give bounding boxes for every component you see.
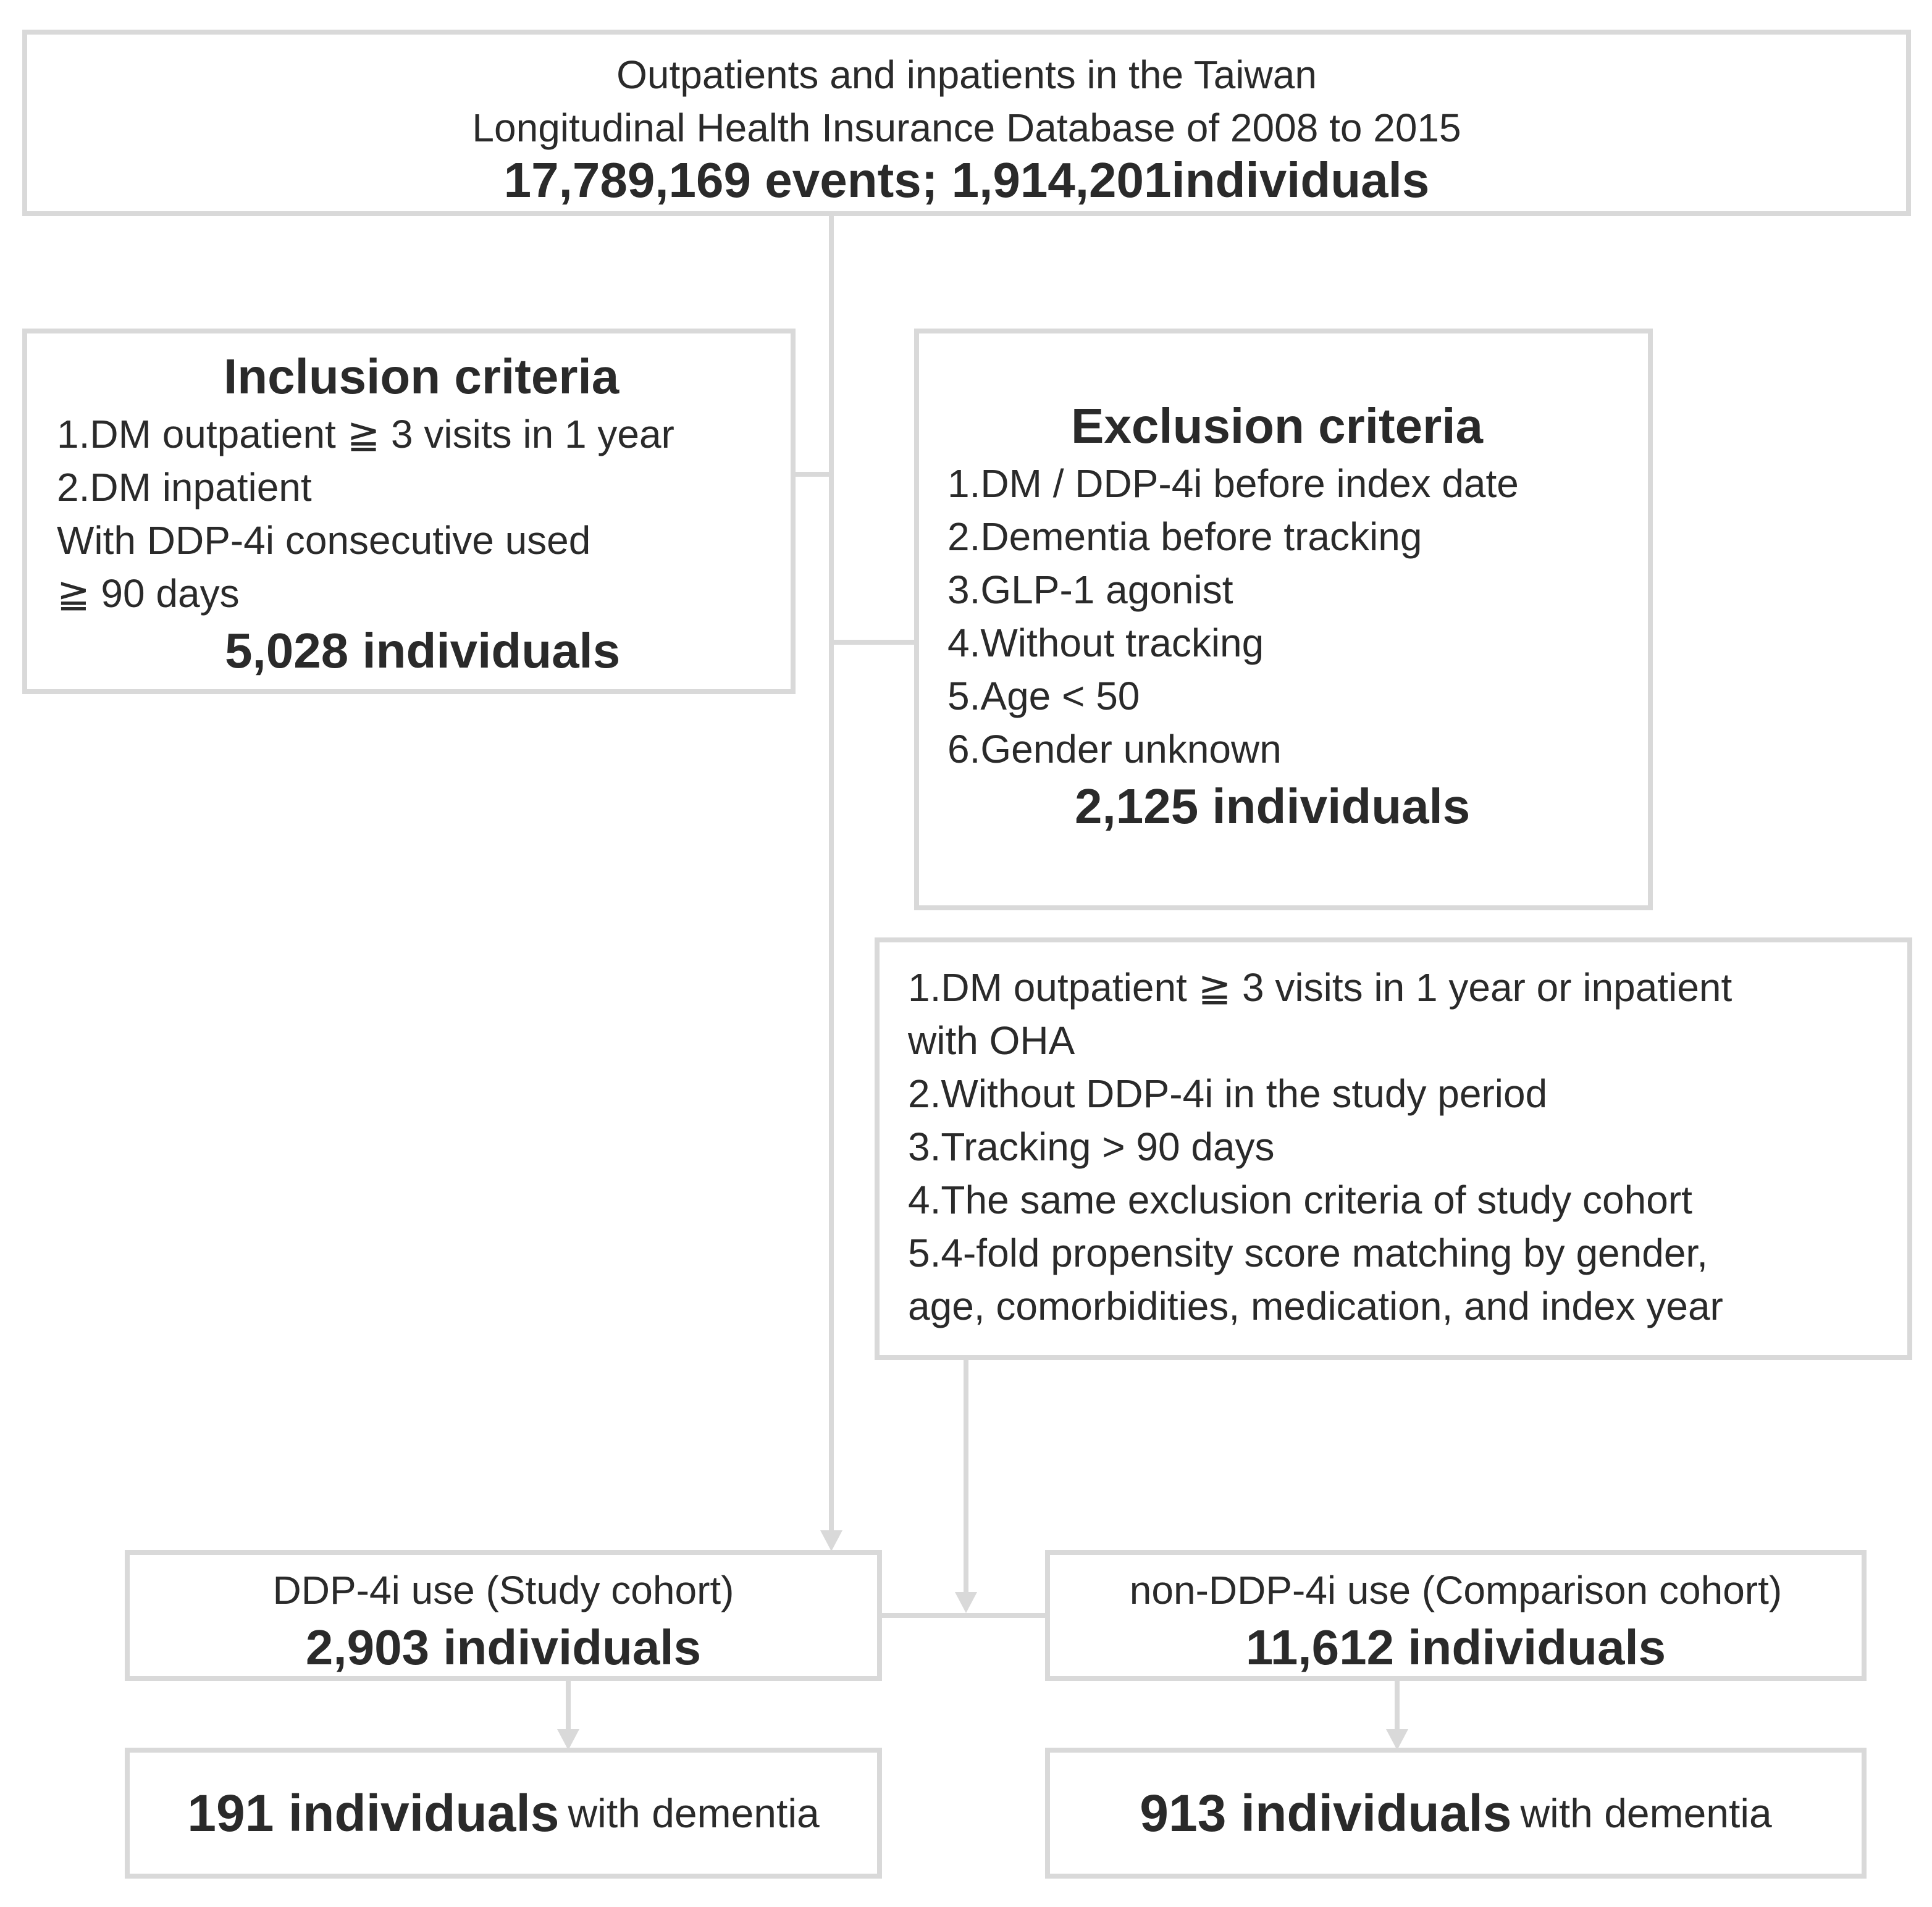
comparison-criteria-item-2: 2.Without DDP-4i in the study period bbox=[908, 1071, 1548, 1116]
study-cohort-label: DDP-4i use (Study cohort) bbox=[272, 1568, 734, 1612]
exclusion-item-4: 4.Without tracking bbox=[947, 621, 1264, 665]
comparison-criteria-item-1: 1.DM outpatient ≧ 3 visits in 1 year or inpatient bbox=[908, 965, 1732, 1010]
comparison-criteria-item-3: 3.Tracking > 90 days bbox=[908, 1125, 1275, 1169]
inclusion-count: 5,028 individuals bbox=[225, 623, 621, 678]
source-line-2: Longitudinal Health Insurance Database of 2008 to 2015 bbox=[472, 106, 1461, 150]
inclusion-item-3: With DDP-4i consecutive used bbox=[57, 518, 591, 563]
inclusion-item-2: 2.DM inpatient bbox=[57, 465, 312, 509]
exclusion-item-6: 6.Gender unknown bbox=[947, 727, 1282, 771]
exclusion-item-5: 5.Age < 50 bbox=[947, 674, 1140, 718]
source-population-box bbox=[22, 30, 1911, 216]
inclusion-criteria-box bbox=[22, 329, 796, 694]
inclusion-item-1: 1.DM outpatient ≧ 3 visits in 1 year bbox=[57, 412, 674, 456]
exclusion-count: 2,125 individuals bbox=[1075, 779, 1471, 834]
study-outcome-box bbox=[125, 1748, 882, 1879]
exclusion-item-2: 2.Dementia before tracking bbox=[947, 514, 1422, 559]
exclusion-criteria-box bbox=[914, 329, 1653, 910]
arrowhead-to-study-cohort bbox=[820, 1530, 842, 1551]
arrowhead-to-study-outcome bbox=[557, 1729, 579, 1750]
comparison-criteria-item-5-cont: age, comorbidities, medication, and index year bbox=[908, 1284, 1723, 1328]
comparison-cohort-label: non-DDP-4i use (Comparison cohort) bbox=[1129, 1568, 1783, 1612]
study-cohort-box bbox=[125, 1550, 882, 1681]
arrowhead-from-comparison-criteria bbox=[955, 1592, 977, 1613]
study-cohort-count: 2,903 individuals bbox=[305, 1620, 702, 1675]
comparison-outcome-suffix: with dementia bbox=[1520, 1790, 1772, 1836]
comparison-cohort-box bbox=[1045, 1550, 1867, 1681]
comparison-criteria-item-4: 4.The same exclusion criteria of study cohort bbox=[908, 1178, 1692, 1222]
study-outcome-suffix: with dementia bbox=[568, 1790, 820, 1836]
exclusion-title: Exclusion criteria bbox=[1071, 398, 1483, 453]
comparison-criteria-box bbox=[875, 937, 1912, 1360]
comparison-criteria-item-5: 5.4-fold propensity score matching by gender, bbox=[908, 1231, 1708, 1275]
source-total-count: 17,789,169 events; 1,914,201individuals bbox=[503, 153, 1430, 207]
study-outcome-count: 191 individuals bbox=[187, 1783, 560, 1842]
exclusion-item-3: 3.GLP-1 agonist bbox=[947, 568, 1233, 612]
comparison-criteria-item-1-cont: with OHA bbox=[908, 1018, 1075, 1063]
inclusion-title: Inclusion criteria bbox=[224, 349, 620, 404]
comparison-cohort-count: 11,612 individuals bbox=[1245, 1620, 1666, 1675]
arrowhead-to-comparison-outcome bbox=[1386, 1729, 1408, 1750]
inclusion-item-4: ≧ 90 days bbox=[57, 571, 240, 616]
source-line-1: Outpatients and inpatients in the Taiwan bbox=[616, 52, 1317, 97]
comparison-outcome-box bbox=[1045, 1748, 1867, 1879]
comparison-outcome-count: 913 individuals bbox=[1140, 1783, 1512, 1842]
exclusion-item-1: 1.DM / DDP-4i before index date bbox=[947, 461, 1519, 506]
